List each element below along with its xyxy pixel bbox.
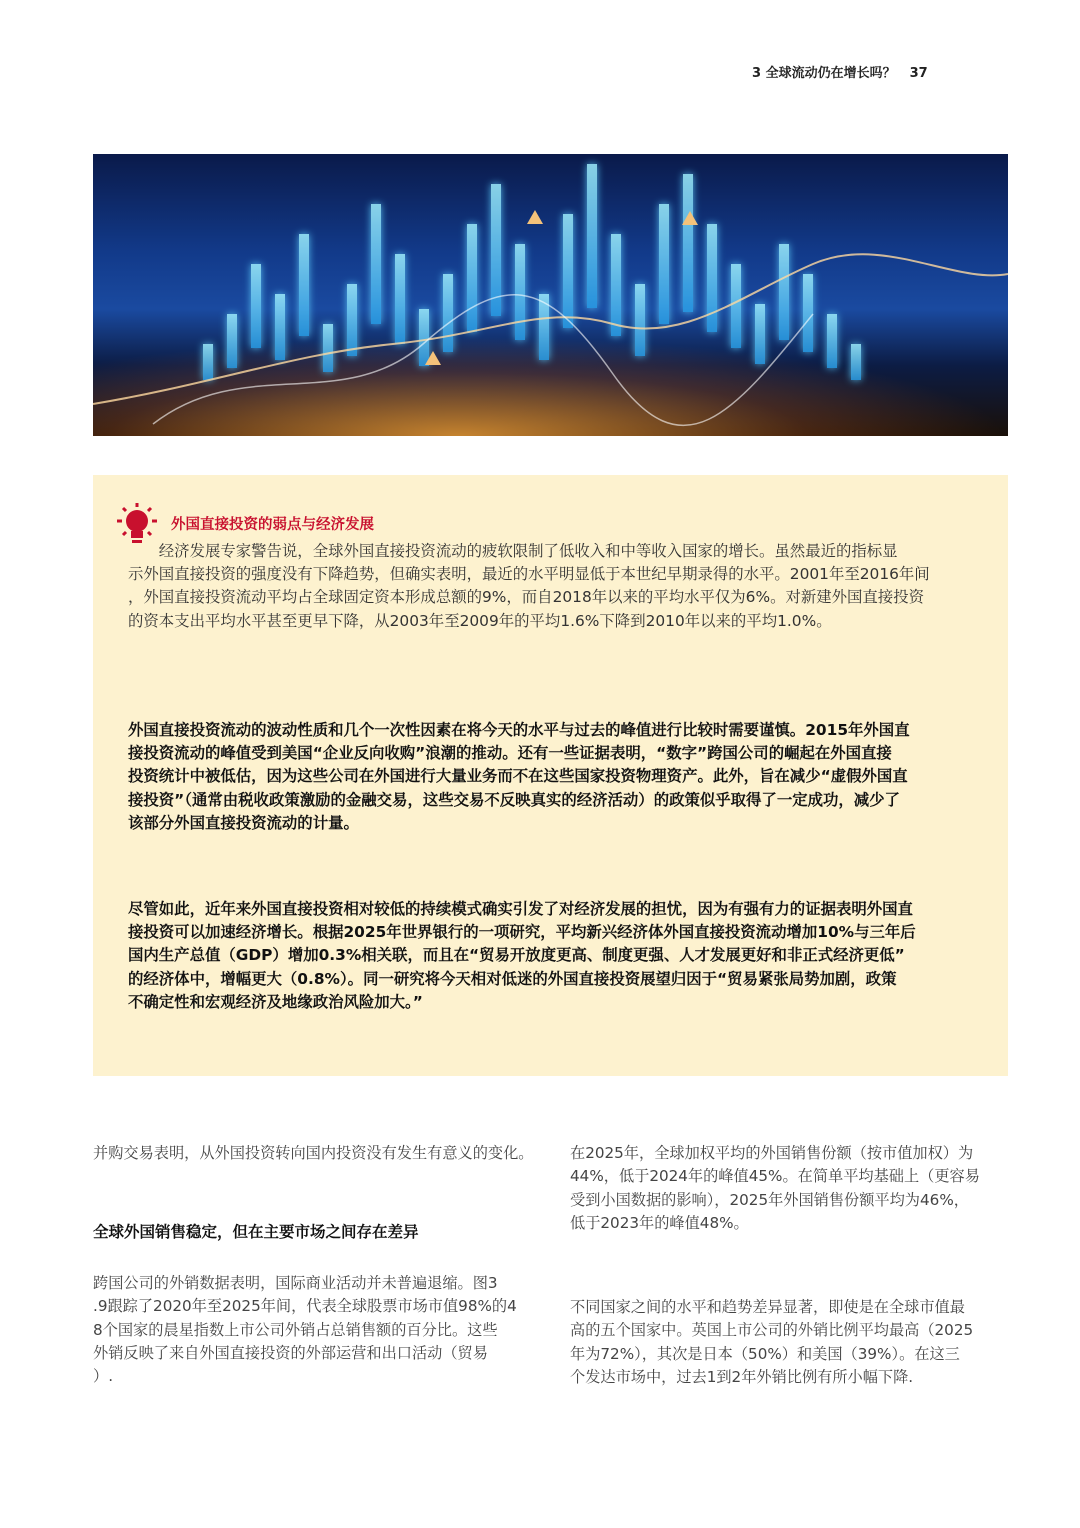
hero-image-financial-chart-city bbox=[93, 154, 1008, 436]
text-line: .9跟踪了2020年至2025年间，代表全球股票市场市值98%的4 bbox=[93, 1297, 517, 1316]
left-body-paragraph bbox=[93, 1272, 517, 1388]
running-header bbox=[752, 62, 928, 81]
text-line: 44%，低于2024年的峰值45%。在简单平均基础上（更容易 bbox=[570, 1167, 980, 1186]
chapter-title: 3 全球流动仍在增长吗？ bbox=[752, 66, 896, 81]
text-line: 接投资”（通常由税收政策激励的金融交易，这些交易不反映真实的经济活动）的政策似乎取得了一定成功，减少了 bbox=[128, 790, 900, 809]
text-line: 尽管如此，近年来外国直接投资相对较低的持续模式确实引发了对经济发展的担忧，因为有强有力的证据表明外国直 bbox=[128, 900, 913, 918]
text-line: ，外国直接投资流动平均占全球固定资本形成总额的9%，而自2018年以来的平均水平仅为6%。对新建外国直接投资 bbox=[128, 588, 924, 607]
text-line: 年为72%），其次是日本（50%）和美国（39%）。在这三 bbox=[570, 1344, 960, 1363]
right-paragraph-2 bbox=[570, 1296, 973, 1389]
text-line: 不同国家之间的水平和趋势差异显著，即使是在全球市值最 bbox=[570, 1298, 965, 1316]
text-line: 国内生产总值（GDP）增加0.3%相关联，而且在“贸易开放度更高、制度更强、人才发展更好和非正式经济更低” bbox=[128, 946, 905, 965]
text-line: 经济发展专家警告说，全球外国直接投资流动的疲软限制了低收入和中等收入国家的增长。虽然最近的指标显 bbox=[128, 542, 898, 560]
text-line: 受到小国数据的影响），2025年外国销售份额平均为46%， bbox=[570, 1190, 969, 1209]
text-line: 该部分外国直接投资流动的计量。 bbox=[128, 813, 359, 832]
right-paragraph-1 bbox=[570, 1142, 980, 1235]
text-line: 跨国公司的外销数据表明，国际商业活动并未普遍退缩。图3 bbox=[93, 1274, 498, 1292]
text-line: 接投资可以加速经济增长。根据2025年世界银行的一项研究，平均新兴经济体外国直接投资流动增加10%与三年后 bbox=[128, 923, 916, 942]
page-number: 37 bbox=[909, 66, 928, 81]
text-line: 示外国直接投资的强度没有下降趋势，但确实表明，最近的水平明显低于本世纪早期录得的水平。2001年至2016年间 bbox=[128, 565, 930, 584]
text-line: 外销反映了来自外国直接投资的外部运营和出口活动（贸易 bbox=[93, 1343, 488, 1362]
callout-paragraph-3 bbox=[128, 898, 988, 1014]
text-line: 在2025年，全球加权平均的外国销售份额（按市值加权）为 bbox=[570, 1144, 974, 1162]
callout-box bbox=[93, 475, 1008, 1076]
text-line: 8个国家的晨星指数上市公司外销占总销售额的百分比。这些 bbox=[93, 1320, 498, 1339]
callout-paragraph-2 bbox=[128, 719, 988, 835]
text-line: 的资本支出平均水平甚至更早下降，从2003年至2009年的平均1.6%下降到2010年以来的平均1.0%。 bbox=[128, 611, 832, 630]
left-intro-paragraph bbox=[93, 1142, 533, 1165]
text-line: 外国直接投资流动的波动性质和几个一次性因素在将今天的水平与过去的峰值进行比较时需要谨慎。2015年外国直 bbox=[128, 721, 910, 739]
text-line: 个发达市场中，过去1到2年外销比例有所小幅下降. bbox=[570, 1367, 914, 1386]
text-line: ）. bbox=[93, 1367, 114, 1386]
text-line: 并购交易表明，从外国投资转向国内投资没有发生有意义的变化。 bbox=[93, 1144, 534, 1162]
text-line: 不确定性和宏观经济及地缘政治风险加大。” bbox=[128, 992, 423, 1011]
text-line: 低于2023年的峰值48%。 bbox=[570, 1213, 749, 1232]
callout-title: 外国直接投资的弱点与经济发展 bbox=[171, 517, 374, 533]
text-line: 投资统计中被低估，因为这些公司在外国进行大量业务而不在这些国家投资物理资产。此外，旨在减少“虚假外国直 bbox=[128, 767, 908, 786]
callout-paragraph-1 bbox=[128, 540, 988, 633]
text-line: 高的五个国家中。英国上市公司的外销比例平均最高（2025 bbox=[570, 1321, 974, 1340]
text-line: 的经济体中，增幅更大（0.8%）。同一研究将今天相对低迷的外国直接投资展望归因于“贸易紧张局势加剧，政策 bbox=[128, 969, 897, 988]
trend-lines bbox=[93, 154, 1008, 436]
section-subheading: 全球外国销售稳定，但在主要市场之间存在差异 bbox=[93, 1223, 419, 1241]
text-line: 接投资流动的峰值受到美国“企业反向收购”浪潮的推动。还有一些证据表明，“数字”跨国公司的崛起在外国直接 bbox=[128, 744, 892, 763]
